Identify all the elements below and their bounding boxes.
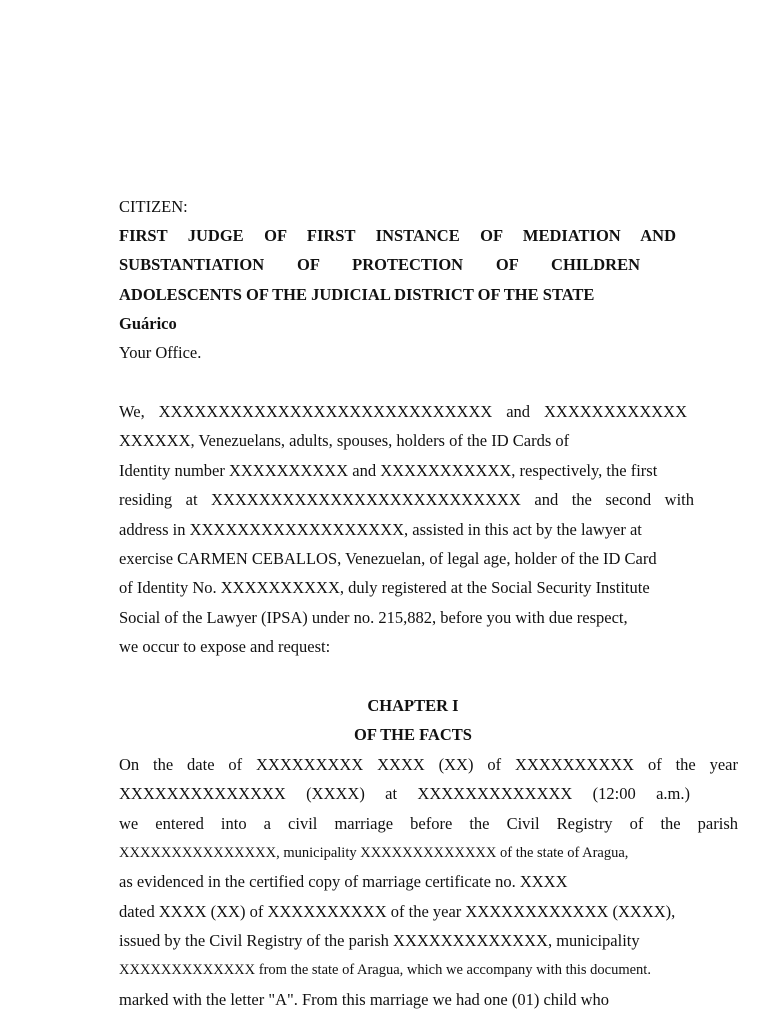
chapter-number: CHAPTER I [367, 696, 459, 715]
facts-line: On the date of XXXXXXXXX XXXX (XX) of XXXXXXXXXX of the year [119, 755, 738, 774]
facts-line: XXXXXXXXXXXXX from the state of Aragua, which we accompany with this document. [119, 962, 651, 978]
citizen-label: CITIZEN: [119, 197, 188, 216]
intro-line: residing at XXXXXXXXXXXXXXXXXXXXXXXXXX and the second with [119, 490, 694, 509]
facts-line: issued by the Civil Registry of the parish XXXXXXXXXXXXX, municipality [119, 931, 640, 950]
intro-line: We, XXXXXXXXXXXXXXXXXXXXXXXXXXXX and XXXXXXXXXXXX [119, 402, 687, 421]
intro-line: of Identity No. XXXXXXXXXX, duly registered at the Social Security Institute [119, 578, 650, 597]
intro-line: Identity number XXXXXXXXXX and XXXXXXXXXXX, respectively, the first [119, 461, 658, 480]
facts-line: we entered into a civil marriage before the Civil Registry of the parish [119, 814, 738, 833]
office-line: Your Office. [119, 343, 202, 362]
intro-line: XXXXXX, Venezuelans, adults, spouses, holders of the ID Cards of [119, 431, 570, 450]
facts-line: XXXXXXXXXXXXXXX, municipality XXXXXXXXXXXXX of the state of Aragua, [119, 845, 629, 861]
facts-line: marked with the letter "A". From this marriage we had one (01) child who [119, 990, 610, 1009]
facts-line: XXXXXXXXXXXXXX (XXXX) at XXXXXXXXXXXXX (12:00 a.m.) [119, 784, 690, 803]
intro-line: we occur to expose and request: [119, 637, 331, 656]
court-line-3: ADOLESCENTS OF THE JUDICIAL DISTRICT OF THE STATE [119, 285, 595, 304]
chapter-title: OF THE FACTS [354, 725, 472, 744]
intro-line: exercise CARMEN CEBALLOS, Venezuelan, of legal age, holder of the ID Card [119, 549, 657, 568]
facts-line: as evidenced in the certified copy of marriage certificate no. XXXX [119, 872, 568, 891]
court-line-1: FIRST JUDGE OF FIRST INSTANCE OF MEDIATION AND [119, 226, 676, 245]
facts-line: dated XXXX (XX) of XXXXXXXXXX of the year XXXXXXXXXXXX (XXXX), [119, 902, 676, 921]
court-line-4: Guárico [119, 314, 177, 333]
intro-line: Social of the Lawyer (IPSA) under no. 215,882, before you with due respect, [119, 608, 628, 627]
intro-line: address in XXXXXXXXXXXXXXXXXX, assisted in this act by the lawyer at [119, 520, 642, 539]
court-line-2: SUBSTANTIATION OF PROTECTION OF CHILDREN [119, 255, 640, 274]
